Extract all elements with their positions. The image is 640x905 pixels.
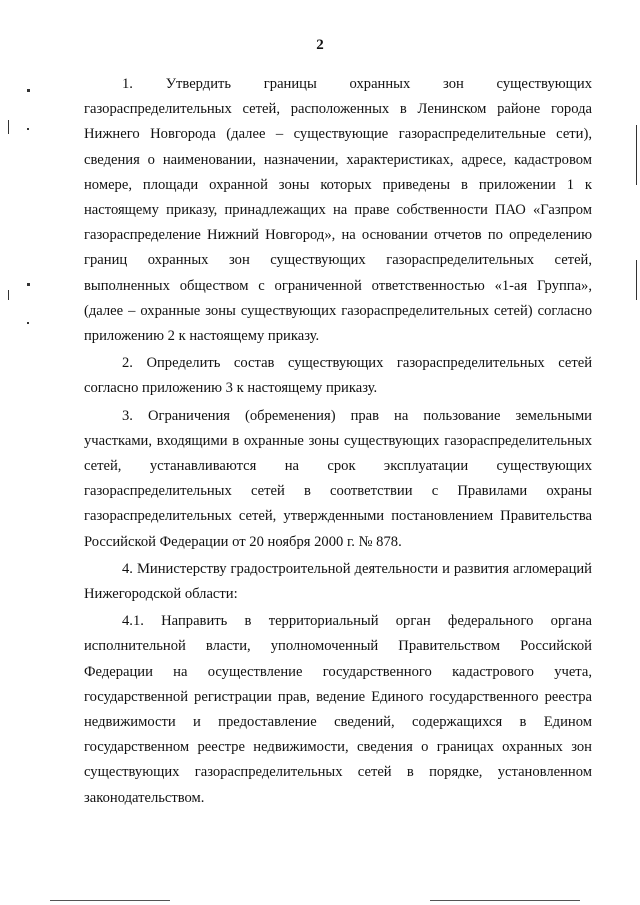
scan-mark: [27, 322, 29, 324]
scan-mark: [27, 89, 30, 92]
scan-mark: [27, 283, 30, 286]
scan-mark: [636, 125, 637, 185]
paragraph-4-1: 4.1. Направить в территориальный орган федерального органа исполнительной власти, уполномоченный Правительством Российской Федерации на осуществление государственного кадастрового учета, государственной регистрации прав, ведение Единого государственного реестра недвижимости и предоставление сведений, содержащихся в Едином государственном реестре недвижимости, сведения о границах охранных зон существующих газораспределительных сетей в порядке, установленном законодательством.: [84, 613, 592, 806]
paragraph-4: 4. Министерству градостроительной деятельности и развития агломераций Нижегородской области:: [84, 560, 592, 603]
document-body: [84, 72, 592, 811]
paragraph-2: 2. Определить состав существующих газораспределительных сетей согласно приложению 3 к настоящему приказу.: [84, 355, 592, 397]
scan-line: [430, 900, 580, 901]
scan-mark: [27, 128, 29, 130]
paragraph-1: 1. Утвердить границы охранных зон существующих газораспределительных сетей, расположенных в Ленинском районе города Нижнего Новгорода (далее – существующие газораспределительные сети), сведения о наименовании, назначении, характеристиках, адресе, кадастровом номере, площади охранной зоны которых приведены в приложении 1 к настоящему приказу, принадлежащих на праве собственности ПАО «Газпром газораспределение Нижний Новгород», на основании отчетов по определению границ охранных зон существующих газораспределительных сетей, выполненных обществом с ограниченной ответственностью «1-ая Группа», (далее – охранные зоны существующих газораспределительных сетей) согласно приложению 2 к настоящему приказу.: [84, 76, 592, 345]
scan-mark: [8, 120, 9, 134]
page-number: 2: [316, 37, 324, 53]
paragraph-3: 3. Ограничения (обременения) прав на пользование земельными участками, входящими в охранные зоны существующих газораспределительных сетей, устанавливаются на срок эксплуатации существующих газораспределительных сетей в соответствии с Правилами охраны газораспределительных сетей, утвержденными постановлением Правительства Российской Федерации от 20 ноября 2000 г. № 878.: [84, 407, 592, 550]
scan-mark: [636, 260, 637, 300]
scan-line: [50, 900, 170, 901]
scan-mark: [8, 290, 9, 300]
